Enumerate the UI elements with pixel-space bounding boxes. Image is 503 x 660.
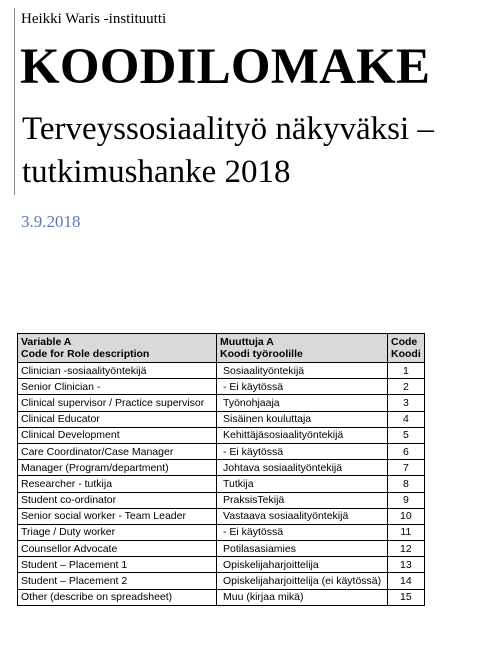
table-row xyxy=(18,557,425,573)
table-row xyxy=(18,427,425,443)
document-date: 3.9.2018 xyxy=(21,212,81,231)
cell-variable: Researcher - tutkija xyxy=(18,476,217,492)
cell-role: - Ei käytössä xyxy=(217,524,388,540)
table-row xyxy=(18,460,425,476)
margin-rule xyxy=(14,8,15,195)
column-header-line: Koodi xyxy=(391,348,421,360)
cell-code: 9 xyxy=(388,492,425,508)
cell-code: 11 xyxy=(388,524,425,540)
cell-variable: Manager (Program/department) xyxy=(18,460,217,476)
column-header-variable xyxy=(18,334,217,363)
cell-role: Työnohjaaja xyxy=(217,395,388,411)
cell-variable: Student – Placement 2 xyxy=(18,573,217,589)
cell-variable: Clinical Educator xyxy=(18,411,217,427)
cell-variable: Other (describe on spreadsheet) xyxy=(18,589,217,605)
cell-role: - Ei käytössä xyxy=(217,379,388,395)
cell-code: 3 xyxy=(388,395,425,411)
table-row xyxy=(18,476,425,492)
page-title: KOODILOMAKE xyxy=(20,39,431,95)
cell-code: 6 xyxy=(388,443,425,459)
cell-variable: Care Coordinator/Case Manager xyxy=(18,443,217,459)
cell-code: 7 xyxy=(388,460,425,476)
table-row xyxy=(18,492,425,508)
column-header-role xyxy=(217,334,388,363)
cell-role: Muu (kirjaa mikä) xyxy=(217,589,388,605)
table-header-row xyxy=(18,334,425,363)
cell-variable: Triage / Duty worker xyxy=(18,524,217,540)
table-row xyxy=(18,508,425,524)
cell-code: 2 xyxy=(388,379,425,395)
cell-variable: Senior social worker - Team Leader xyxy=(18,508,217,524)
cell-role: Vastaava sosiaalityöntekijä xyxy=(217,508,388,524)
cell-code: 12 xyxy=(388,541,425,557)
cell-variable: Student co-ordinator xyxy=(18,492,217,508)
column-header-line: Variable A xyxy=(21,336,72,348)
table-row xyxy=(18,363,425,379)
column-header-line: Muuttuja A xyxy=(220,336,274,348)
cell-code: 15 xyxy=(388,589,425,605)
cell-role: Sisäinen kouluttaja xyxy=(217,411,388,427)
code-table xyxy=(17,333,425,606)
column-header-line: Code for Role description xyxy=(21,348,150,360)
table-row xyxy=(18,541,425,557)
table-row xyxy=(18,395,425,411)
table-row xyxy=(18,411,425,427)
cell-role: - Ei käytössä xyxy=(217,443,388,459)
cell-variable: Clinical supervisor / Practice supervisor xyxy=(18,395,217,411)
cell-code: 10 xyxy=(388,508,425,524)
table-row xyxy=(18,524,425,540)
institute-name: Heikki Waris -instituutti xyxy=(21,11,167,27)
cell-role: Potilasasiamies xyxy=(217,541,388,557)
cell-variable: Student – Placement 1 xyxy=(18,557,217,573)
cell-variable: Clinical Development xyxy=(18,427,217,443)
table-row xyxy=(18,379,425,395)
cell-code: 5 xyxy=(388,427,425,443)
cell-variable: Counsellor Advocate xyxy=(18,541,217,557)
table-row xyxy=(18,573,425,589)
table-row xyxy=(18,443,425,459)
cell-role: Opiskelijaharjoittelija xyxy=(217,557,388,573)
table-row xyxy=(18,589,425,605)
cell-variable: Senior Clinician - xyxy=(18,379,217,395)
cell-code: 13 xyxy=(388,557,425,573)
cell-role: Sosiaalityöntekijä xyxy=(217,363,388,379)
cell-code: 8 xyxy=(388,476,425,492)
page-subtitle: Terveyssosiaalityö näkyväksi –tutkimushanke 2018 xyxy=(22,111,434,190)
cell-code: 4 xyxy=(388,411,425,427)
cell-code: 14 xyxy=(388,573,425,589)
cell-role: Tutkija xyxy=(217,476,388,492)
column-header-line: Koodi työroolille xyxy=(220,348,303,360)
column-header-line: Code xyxy=(391,336,418,348)
cell-role: Kehittäjäsosiaalityöntekijä xyxy=(217,427,388,443)
cell-variable: Clinician -sosiaalityöntekijä xyxy=(18,363,217,379)
cell-role: PraksisTekijä xyxy=(217,492,388,508)
cell-role: Opiskelijaharjoittelija (ei käytössä) xyxy=(217,573,388,589)
cell-code: 1 xyxy=(388,363,425,379)
column-header-code xyxy=(388,334,425,363)
cell-role: Johtava sosiaalityöntekijä xyxy=(217,460,388,476)
